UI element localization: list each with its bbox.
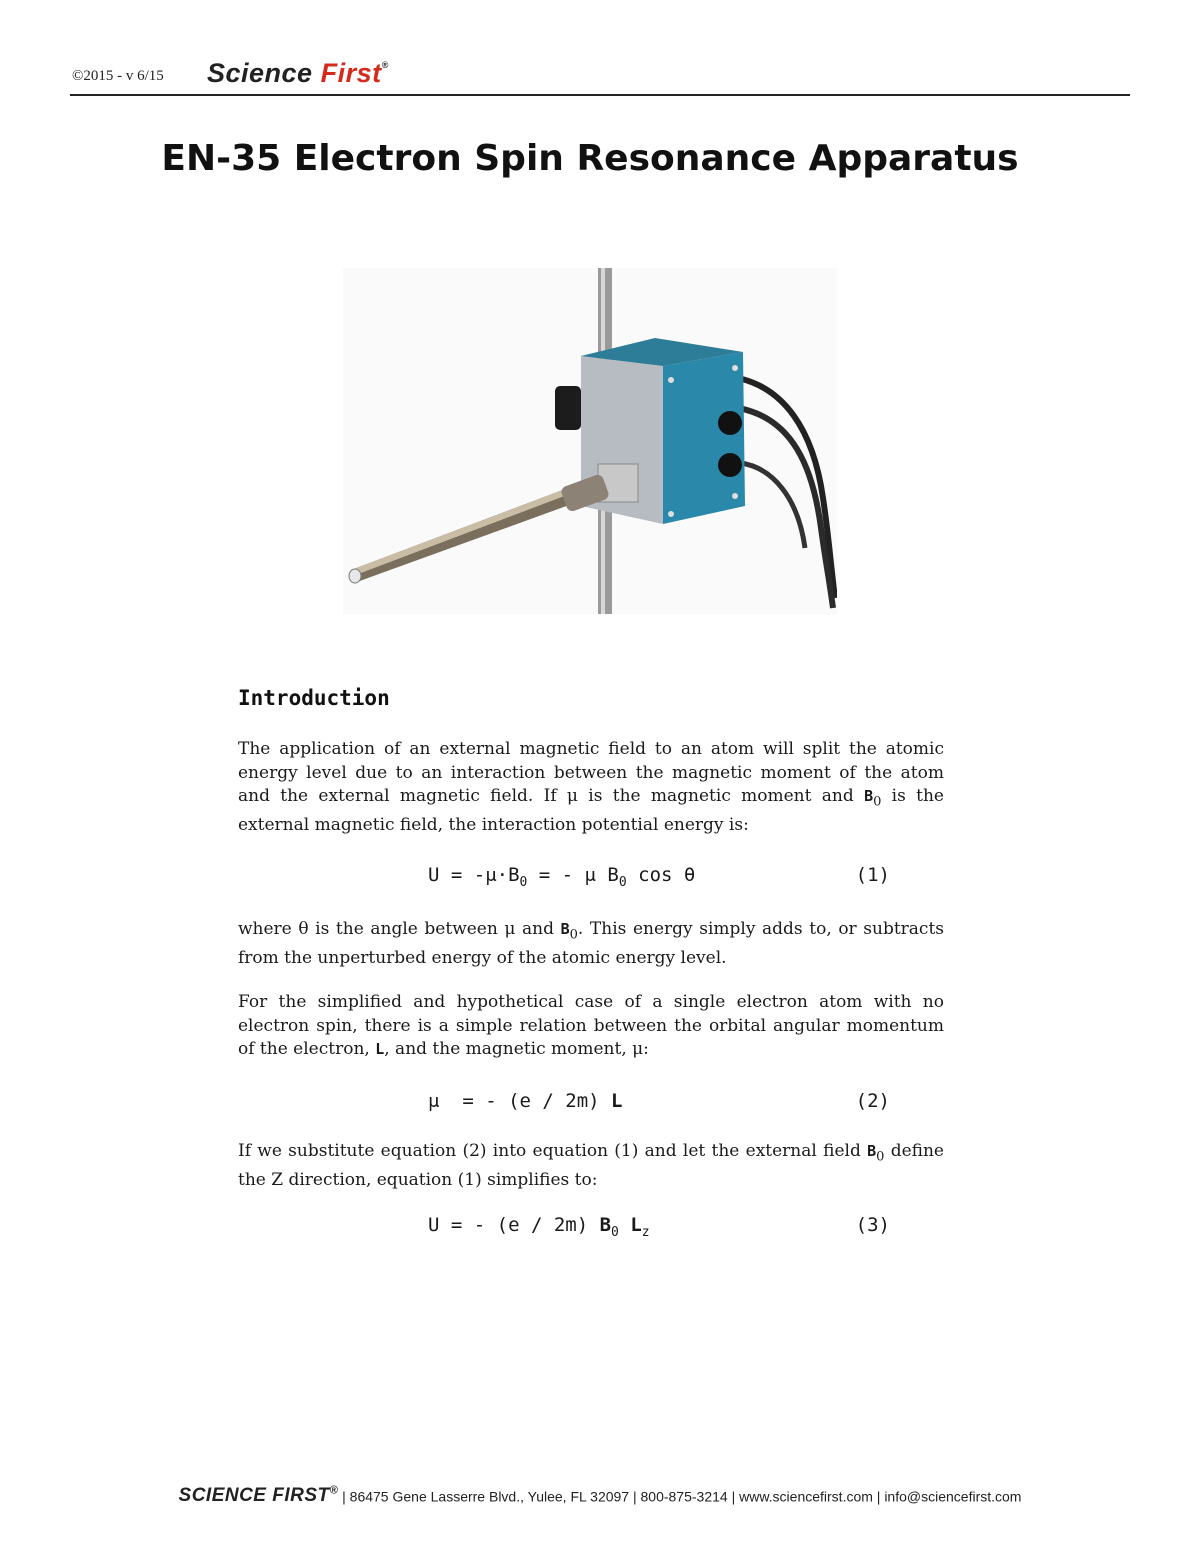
copyright-text: ©2015 - v 6/15	[72, 68, 164, 84]
text-run: The application of an external magnetic field to an atom will split the atomic energy level due to an interaction between the magnetic moment of the atom and the external magnetic field. If μ is the magnetic moment and	[238, 739, 944, 806]
subscript: 0	[569, 927, 578, 943]
eq-part: cos θ	[626, 864, 696, 886]
symbol-b: B	[864, 787, 874, 805]
eq-part: U = - (e / 2m)	[428, 1214, 600, 1236]
text-run: is the external magnetic field, the interaction potential energy is:	[238, 786, 944, 835]
footer-brand-text: SCIENCE FIRST	[178, 1485, 330, 1507]
intro-paragraph-3	[238, 991, 944, 1062]
logo-registered-mark: ®	[381, 60, 389, 70]
eq-part: U = -μ·B	[428, 864, 520, 886]
subscript: 0	[519, 874, 528, 890]
footer-brand	[179, 1485, 339, 1506]
esr-apparatus-photo	[343, 268, 837, 614]
text-run: If we substitute equation (2) into equation (1) and let the external field	[238, 1141, 868, 1161]
text-run: . This energy simply adds to, or subtracts from the unperturbed energy of the atomic energy level.	[238, 919, 944, 968]
text-run: define the Z direction, equation (1) simplifies to:	[238, 1141, 944, 1190]
symbol-l: L	[618, 1214, 642, 1236]
subscript: z	[641, 1224, 650, 1240]
footer-contact-details: | 86475 Gene Lasserre Blvd., Yulee, FL 32097 | 800-875-3214 | www.sciencefirst.com | info@sciencefirst.com	[338, 1488, 1022, 1505]
equation-number: (2)	[855, 1090, 890, 1112]
symbol-b: B	[560, 920, 570, 938]
equation-number: (3)	[855, 1214, 890, 1236]
subscript: 0	[611, 1224, 619, 1240]
intro-paragraph-1	[238, 738, 944, 837]
subscript: 0	[618, 874, 627, 890]
equation-3	[428, 1214, 890, 1240]
eq-part: μ = - (e / 2m)	[428, 1090, 612, 1112]
intro-paragraph-4	[238, 1140, 944, 1192]
symbol-l: L	[375, 1040, 385, 1058]
symbol-l: L	[611, 1090, 623, 1112]
equation-2	[428, 1090, 890, 1112]
eq-part: = - μ B	[527, 864, 619, 886]
equation-number: (1)	[855, 864, 890, 886]
text-run: where θ is the angle between μ and	[238, 919, 561, 939]
text-run: , and the magnetic moment, μ:	[384, 1039, 649, 1059]
subscript: 0	[876, 1149, 885, 1165]
text-run: For the simplified and hypothetical case of a single electron atom with no electron spin, there is a simple relation between the orbital angular momentum of the electron,	[238, 992, 944, 1059]
equation-1	[428, 864, 890, 890]
logo-word-first: First	[320, 58, 382, 88]
intro-paragraph-2	[238, 918, 944, 970]
science-first-logo	[207, 58, 389, 89]
subscript: 0	[873, 794, 882, 810]
logo-word-science: Science	[207, 58, 313, 88]
section-heading: Introduction	[238, 686, 390, 710]
page-header	[70, 58, 1130, 96]
symbol-b: B	[599, 1214, 612, 1236]
document-title: EN-35 Electron Spin Resonance Apparatus	[161, 138, 1019, 179]
symbol-b: B	[867, 1142, 877, 1160]
page-footer	[0, 1485, 1200, 1507]
footer-registered-mark: ®	[329, 1485, 339, 1497]
